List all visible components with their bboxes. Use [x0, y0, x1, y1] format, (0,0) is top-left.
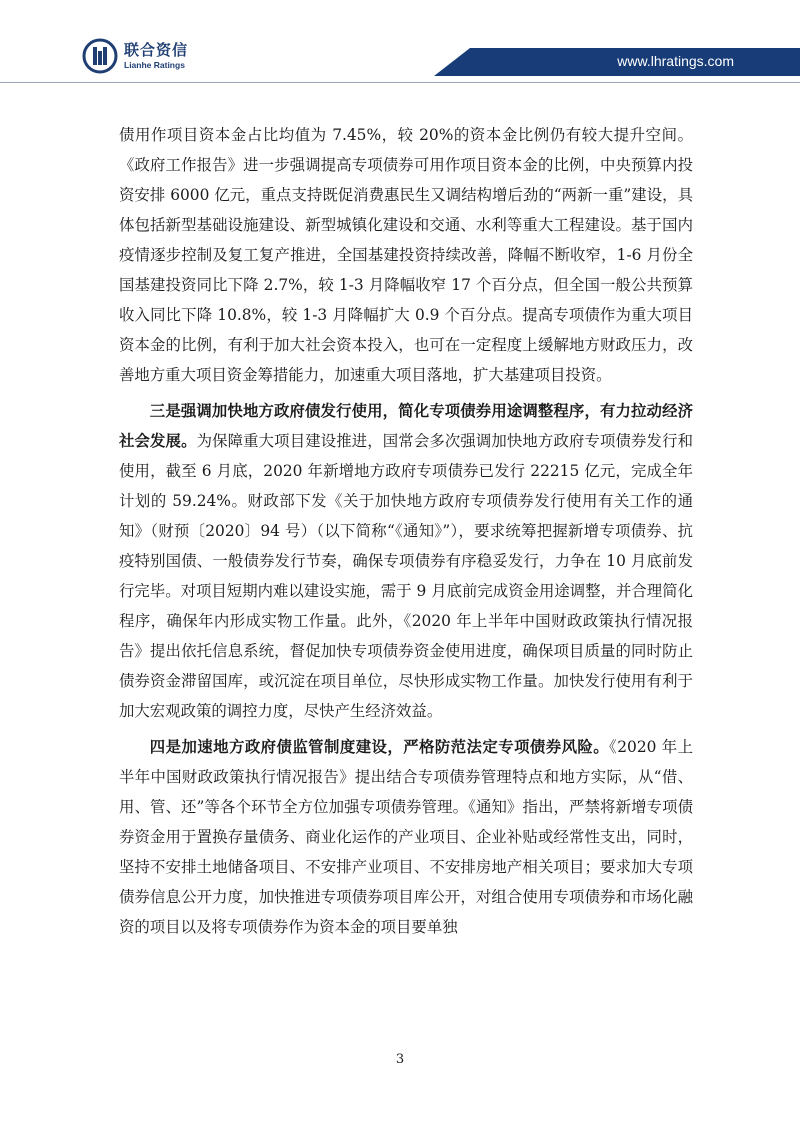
website-url: www.lhratings.com	[617, 53, 734, 69]
page-header	[0, 0, 800, 96]
paragraph	[119, 120, 693, 390]
paragraph	[119, 732, 693, 942]
logo-chinese-name: 联合资信	[124, 40, 189, 59]
company-logo	[82, 38, 188, 74]
page-number: 3	[395, 1052, 405, 1067]
paragraph-text: 《2020 年上半年中国财政政策执行情况报告》提出结合专项债券管理特点和地方实际，从“借、用、管、还”等各个环节全方位加强专项债券管理。《通知》指出，严禁将新增专项债券资金用于置换存量债务、商业化运作的产业项目、企业补贴或经常性支出，同时，坚持不安排土地储备项目、不安排产业项目、不安排房地产相关项目；要求加大专项债券信息公开力度，加快推进专项债券项目库公开，对组合使用专项债券和市场化融资的项目以及将专项债券作为资本金的项目要单独	[119, 738, 693, 936]
paragraph	[119, 396, 693, 726]
logo-english-name: Lianhe Ratings	[124, 59, 185, 70]
paragraph-heading: 三是强调加快地方政府债发行使用，简化专项债券用途调整程序，有力拉动经济社会发展。	[119, 402, 693, 450]
paragraph-text: 债用作项目资本金占比均值为 7.45%，较 20%的资本金比例仍有较大提升空间。《政府工作报告》进一步强调提高专项债券可用作项目资本金的比例，中央预算内投资安排 6000 亿元，重点支持既促消费惠民生又调结构增后劲的“两新一重”建设，具体包括新型基础设施建设、新型城镇化建设和交通、水利等重大工程建设。基于国内疫情逐步控制及复工复产推进，全国基建投资持续改善，降幅不断收窄，1-6 月份全国基建投资同比下降 2.7%，较 1-3 月降幅收窄 17 个百分点，但全国一般公共预算收入同比下降 10.8%，较 1-3 月降幅扩大 0.9 个百分点。提高专项债作为重大项目资本金的比例，有利于加大社会资本投入，也可在一定程度上缓解地方财政压力，改善地方重大项目资金筹措能力，加速重大项目落地，扩大基建项目投资。	[119, 126, 693, 384]
lianhe-logo-icon	[82, 38, 118, 74]
paragraph-text: 为保障重大项目建设推进，国常会多次强调加快地方政府专项债券发行和使用，截至 6 月底，2020 年新增地方政府专项债券已发行 22215 亿元，完成全年计划的 59.24%。财政部下发《关于加快地方政府专项债券发行使用有关工作的通知》（财预〔2020〕94 号）（以下简称“《通知》”），要求统筹把握新增专项债券、抗疫特别国债、一般债券发行节奏，确保专项债券有序稳妥发行，力争在 10 月底前发行完毕。对项目短期内难以建设实施，需于 9 月底前完成资金用途调整，并合理简化程序，确保年内形成实物工作量。此外，《2020 年上半年中国财政政策执行情况报告》提出依托信息系统，督促加快专项债券资金使用进度，确保项目质量的同时防止债券资金滞留国库，或沉淀在项目单位，尽快形成实物工作量。加快发行使用有利于加大宏观政策的调控力度，尽快产生经济效益。	[119, 432, 693, 720]
document-body	[119, 120, 693, 942]
header-divider	[0, 82, 800, 83]
paragraph-heading: 四是加速地方政府债监管制度建设，严格防范法定专项债券风险。	[149, 738, 610, 756]
